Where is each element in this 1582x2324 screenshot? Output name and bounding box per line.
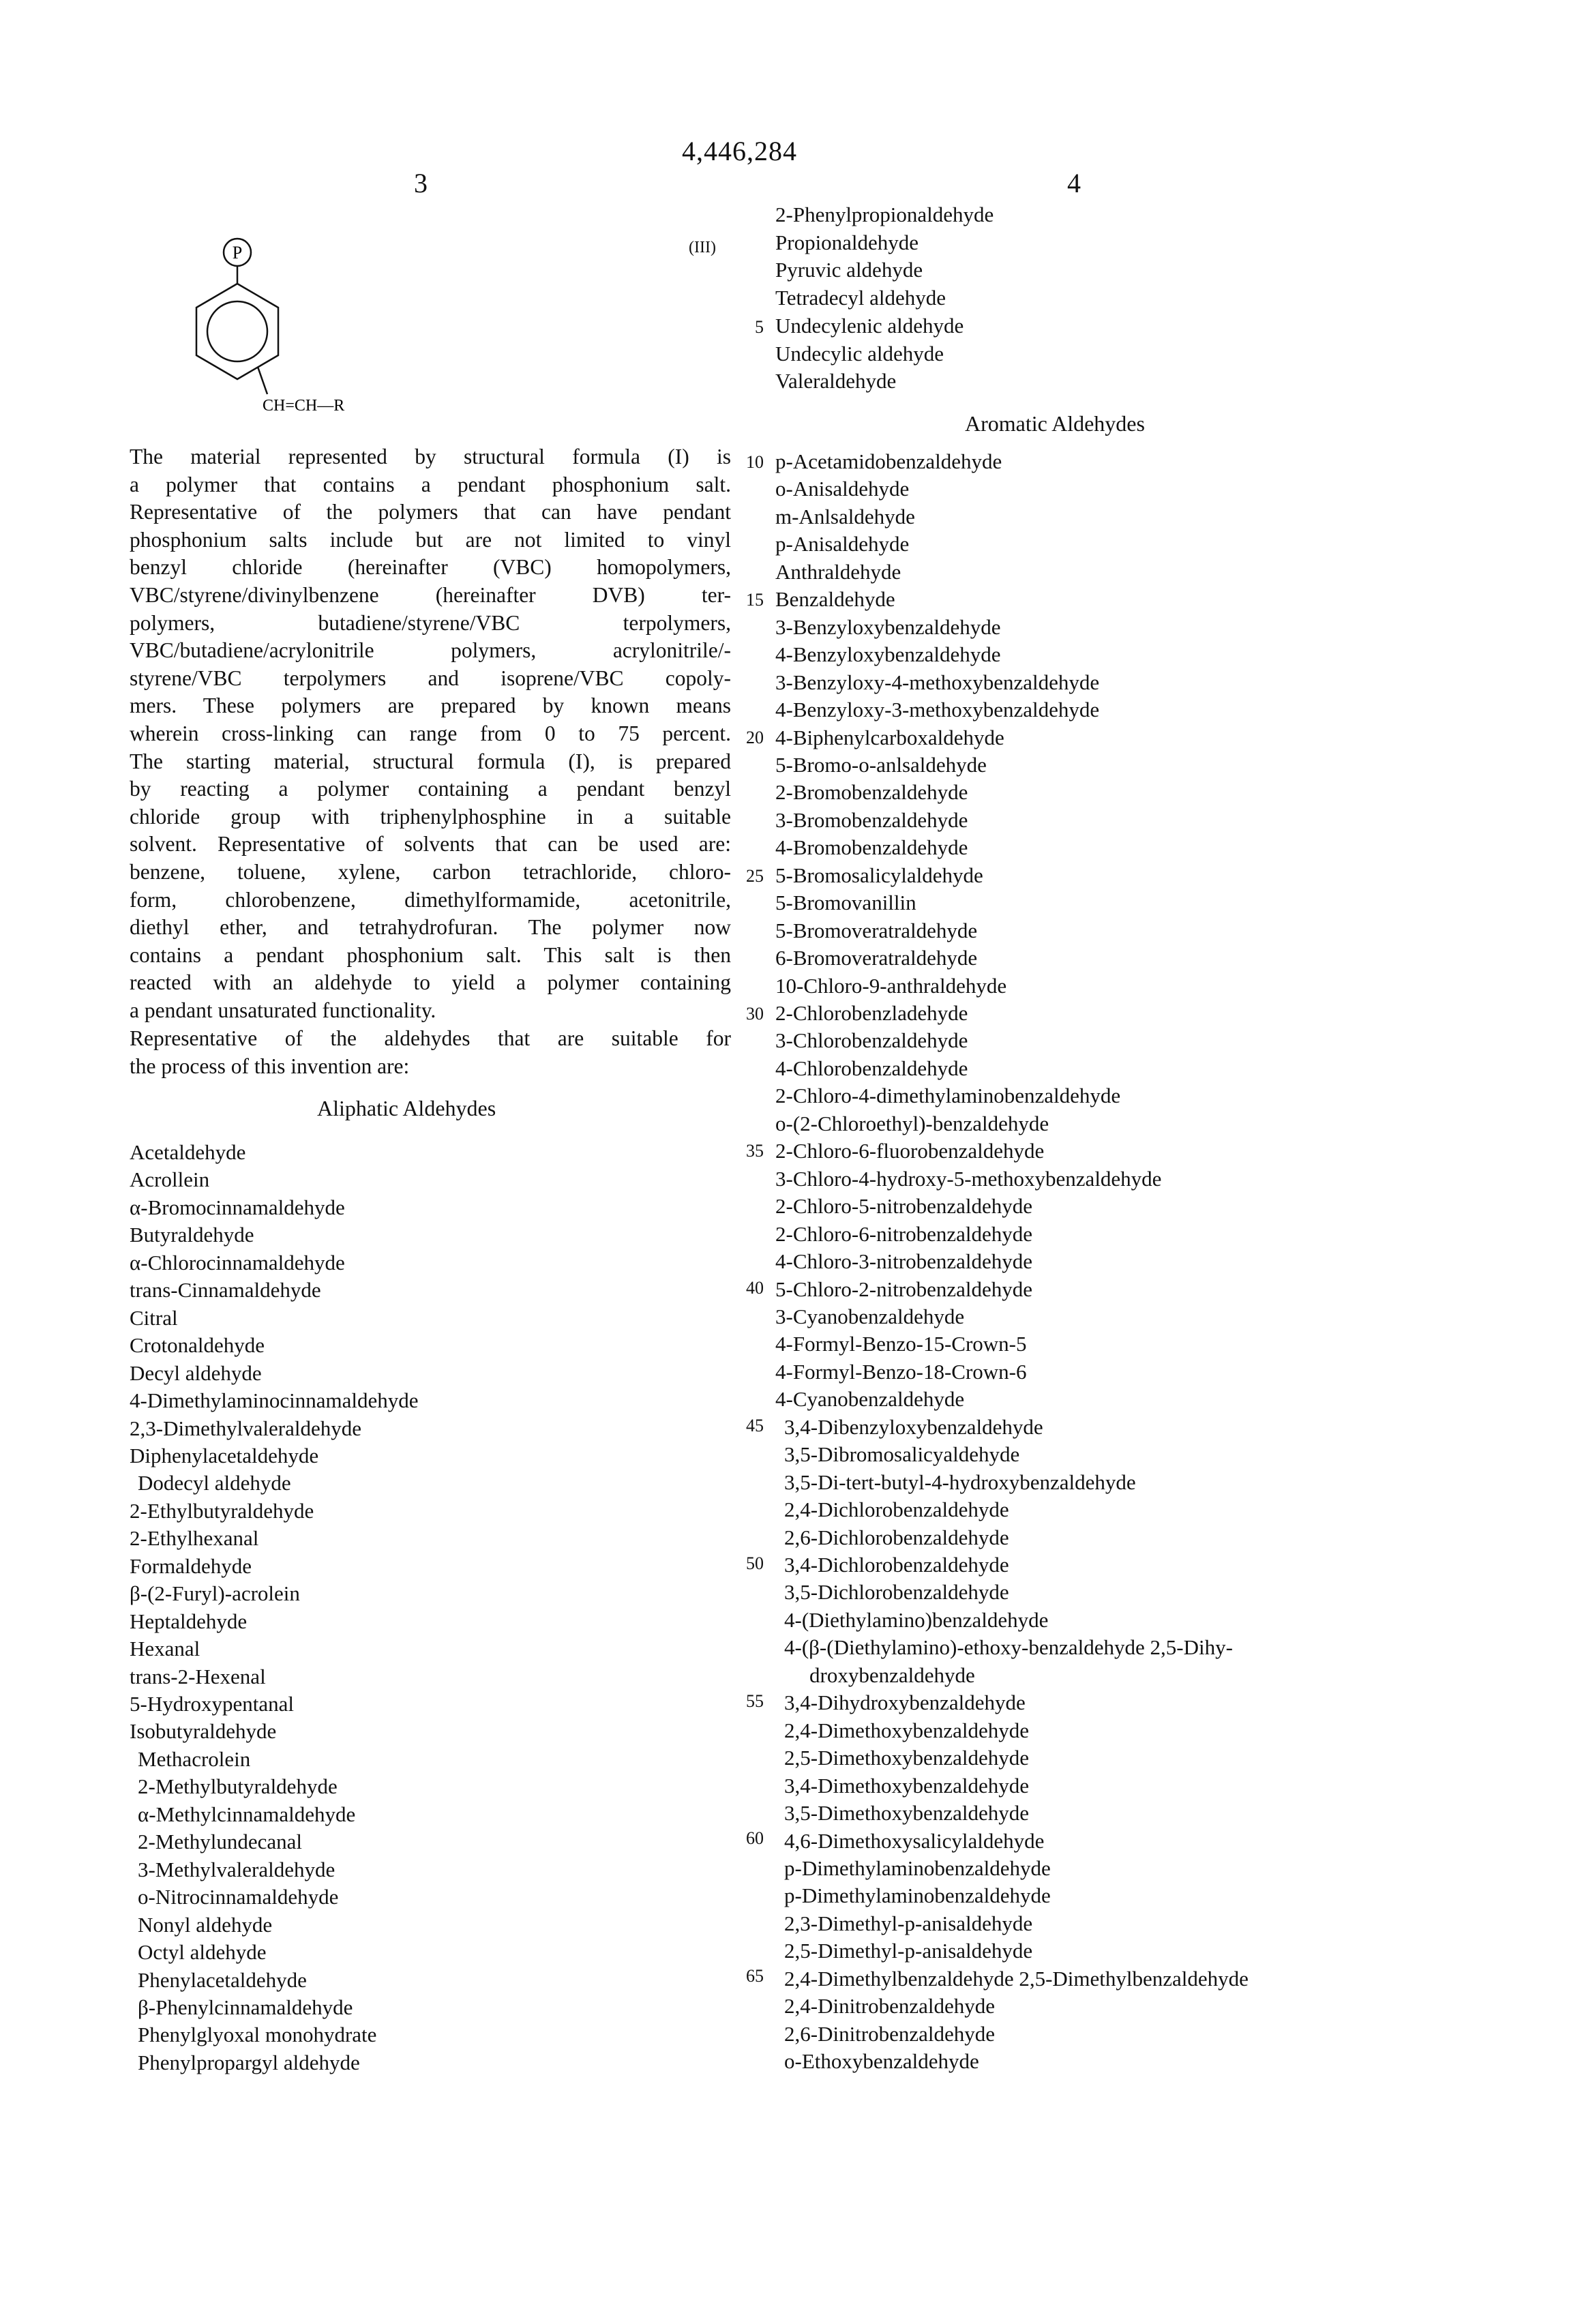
list-item: 2-Chloro-6-fluorobenzaldehyde	[775, 1137, 1044, 1165]
line-number-marker: 65	[723, 1966, 764, 1986]
paragraph-line: contains a pendant phosphonium salt. This salt is then	[130, 942, 731, 970]
list-item: α-Methylcinnamaldehyde	[138, 1801, 355, 1828]
line-number-marker: 60	[723, 1828, 764, 1849]
line-number-marker: 15	[723, 590, 764, 610]
list-item: 2,4-Dimethoxybenzaldehyde	[784, 1717, 1029, 1744]
paragraph-line: diethyl ether, and tetrahydrofuran. The polymer now	[130, 914, 731, 942]
list-item: 3,5-Dimethoxybenzaldehyde	[784, 1800, 1029, 1827]
list-item: o-Nitrocinnamaldehyde	[138, 1883, 338, 1911]
list-item: o-(2-Chloroethyl)-benzaldehyde	[775, 1110, 1049, 1137]
list-item: 2,3-Dimethylvaleraldehyde	[130, 1415, 361, 1442]
benzene-ring	[196, 284, 278, 379]
list-item: 3,4-Dibenzyloxybenzaldehyde	[784, 1414, 1043, 1441]
patent-number: 4,446,284	[682, 135, 797, 167]
paragraph-line: Representative of the aldehydes that are suitable for	[130, 1025, 731, 1053]
list-item: Propionaldehyde	[775, 229, 919, 256]
list-item: Dodecyl aldehyde	[138, 1470, 291, 1497]
side-chain-label: CH=CH—R	[263, 397, 344, 415]
list-item: Octyl aldehyde	[138, 1939, 267, 1966]
list-item: 2,4-Dinitrobenzaldehyde	[784, 1993, 995, 2020]
formula-label: (III)	[689, 239, 716, 257]
list-item: 3,5-Di-tert-butyl-4-hydroxybenzaldehyde	[784, 1469, 1136, 1496]
list-item: Formaldehyde	[130, 1553, 252, 1580]
list-item: m-Anlsaldehyde	[775, 503, 915, 531]
list-item: 2,6-Dichlorobenzaldehyde	[784, 1524, 1009, 1551]
list-item: 2-Ethylhexanal	[130, 1525, 258, 1552]
aromatic-heading: Aromatic Aldehydes	[965, 411, 1145, 436]
list-item: Phenylacetaldehyde	[138, 1967, 307, 1994]
paragraph-line: The starting material, structural formula (I), is prepared	[130, 748, 731, 776]
list-item: p-Dimethylaminobenzaldehyde	[784, 1855, 1051, 1882]
paragraph-line: solvent. Representative of solvents that can be used are:	[130, 831, 731, 859]
list-item: 2,6-Dinitrobenzaldehyde	[784, 2021, 995, 2048]
list-item: 2-Ethylbutyraldehyde	[130, 1498, 314, 1525]
paragraph-line: the process of this invention are:	[130, 1053, 731, 1081]
paragraph-line: form, chlorobenzene, dimethylformamide, acetonitrile,	[130, 887, 731, 914]
list-item: 2-Chloro-5-nitrobenzaldehyde	[775, 1193, 1032, 1220]
paragraph-line: The material represented by structural formula (I) is	[130, 443, 731, 471]
paragraph-line: VBC/styrene/divinylbenzene (hereinafter DVB) ter-	[130, 582, 731, 610]
list-item: 2,3-Dimethyl-p-anisaldehyde	[784, 1910, 1032, 1937]
aliphatic-heading: Aliphatic Aldehydes	[317, 1096, 496, 1121]
list-item: 10-Chloro-9-anthraldehyde	[775, 972, 1006, 1000]
list-item: Methacrolein	[138, 1746, 250, 1773]
list-item: 3-Methylvaleraldehyde	[138, 1856, 335, 1883]
paragraph-line: reacted with an aldehyde to yield a polymer containing	[130, 969, 731, 997]
list-item: 2-Phenylpropionaldehyde	[775, 201, 994, 228]
list-item: 4-Formyl-Benzo-18-Crown-6	[775, 1358, 1027, 1386]
list-item: p-Anisaldehyde	[775, 531, 909, 558]
line-number-marker: 40	[723, 1278, 764, 1298]
list-item: Tetradecyl aldehyde	[775, 284, 946, 312]
line-number-marker: 25	[723, 866, 764, 887]
list-item: p-Acetamidobenzaldehyde	[775, 448, 1002, 475]
list-item: Isobutyraldehyde	[130, 1718, 276, 1745]
list-item: 5-Hydroxypentanal	[130, 1690, 294, 1718]
list-item: 5-Bromosalicylaldehyde	[775, 862, 983, 889]
list-item: trans-2-Hexenal	[130, 1663, 266, 1690]
paragraph-line: a polymer that contains a pendant phosphonium salt.	[130, 471, 731, 499]
list-item: Acrollein	[130, 1166, 209, 1193]
list-item: 6-Bromoveratraldehyde	[775, 944, 977, 972]
list-item: trans-Cinnamaldehyde	[130, 1277, 321, 1304]
list-item: 3-Benzyloxybenzaldehyde	[775, 614, 1001, 641]
list-item: Pyruvic aldehyde	[775, 256, 923, 284]
line-number-marker: 10	[723, 452, 764, 473]
list-item: α-Bromocinnamaldehyde	[130, 1194, 345, 1221]
list-item: Benzaldehyde	[775, 586, 895, 613]
list-item: 3-Chlorobenzaldehyde	[775, 1027, 968, 1054]
list-item: 5-Bromovanillin	[775, 889, 916, 917]
list-item: 4-Benzyloxybenzaldehyde	[775, 641, 1001, 668]
list-item: 2-Chlorobenzladehyde	[775, 1000, 968, 1027]
list-item: Crotonaldehyde	[130, 1332, 265, 1359]
paragraph-line: phosphonium salts include but are not limited to vinyl	[130, 526, 731, 554]
list-item: 4,6-Dimethoxysalicylaldehyde	[784, 1828, 1044, 1855]
list-item: Decyl aldehyde	[130, 1360, 262, 1387]
aromatic-circle	[207, 301, 267, 361]
list-item: o-Ethoxybenzaldehyde	[784, 2048, 979, 2075]
list-item: β-Phenylcinnamaldehyde	[138, 1994, 353, 2021]
list-item: 4-(β-(Diethylamino)-ethoxy-benzaldehyde 2,5-Dihy-	[784, 1634, 1233, 1661]
list-item: 4-Formyl-Benzo-15-Crown-5	[775, 1330, 1027, 1358]
paragraph-line: polymers, butadiene/styrene/VBC terpolymers,	[130, 610, 731, 638]
line-number-marker: 50	[723, 1553, 764, 1574]
list-item: droxybenzaldehyde	[809, 1662, 975, 1689]
list-item: 3-Cyanobenzaldehyde	[775, 1303, 964, 1330]
list-item: α-Chlorocinnamaldehyde	[130, 1249, 345, 1277]
list-item: 5-Bromo-o-anlsaldehyde	[775, 751, 987, 779]
list-item: 4-Chloro-3-nitrobenzaldehyde	[775, 1248, 1032, 1275]
list-item: Phenylglyoxal monohydrate	[138, 2021, 376, 2049]
list-item: 3,5-Dichlorobenzaldehyde	[784, 1579, 1009, 1606]
paragraph-aldehydes-intro	[130, 1025, 731, 1080]
list-item: Diphenylacetaldehyde	[130, 1442, 318, 1470]
line-number-marker: 30	[723, 1004, 764, 1024]
list-item: 3,4-Dimethoxybenzaldehyde	[784, 1772, 1029, 1800]
paragraph-line: benzyl chloride (hereinafter (VBC) homopolymers,	[130, 554, 731, 582]
paragraph-line: chloride group with triphenylphosphine in a suitable	[130, 803, 731, 831]
list-item: 5-Chloro-2-nitrobenzaldehyde	[775, 1276, 1032, 1303]
list-item: 4-Bromobenzaldehyde	[775, 834, 968, 861]
paragraph-line: styrene/VBC terpolymers and isoprene/VBC copoly-	[130, 665, 731, 693]
list-item: 2-Chloro-4-dimethylaminobenzaldehyde	[775, 1082, 1120, 1109]
list-item: 2-Methylundecanal	[138, 1828, 302, 1856]
list-item: 2-Chloro-6-nitrobenzaldehyde	[775, 1221, 1032, 1248]
list-item: 4-Cyanobenzaldehyde	[775, 1386, 964, 1413]
paragraph-polymer-description	[130, 443, 731, 1024]
list-item: 2,5-Dimethoxybenzaldehyde	[784, 1744, 1029, 1772]
list-item: o-Anisaldehyde	[775, 475, 909, 503]
line-number-marker: 55	[723, 1691, 764, 1712]
left-column-number: 3	[414, 167, 428, 199]
list-item: 4-(Diethylamino)benzaldehyde	[784, 1607, 1048, 1634]
list-item: Valeraldehyde	[775, 368, 896, 395]
list-item: Phenylpropargyl aldehyde	[138, 2049, 360, 2076]
phosphonium-label: P	[233, 243, 242, 263]
paragraph-line: benzene, toluene, xylene, carbon tetrachloride, chloro-	[130, 859, 731, 887]
list-item: Acetaldehyde	[130, 1139, 245, 1166]
structural-formula	[150, 232, 436, 436]
paragraph-line: a pendant unsaturated functionality.	[130, 997, 731, 1025]
list-item: Butyraldehyde	[130, 1221, 254, 1249]
list-item: 2-Bromobenzaldehyde	[775, 779, 968, 806]
list-item: 3-Benzyloxy-4-methoxybenzaldehyde	[775, 669, 1099, 696]
list-item: 3-Chloro-4-hydroxy-5-methoxybenzaldehyde	[775, 1165, 1161, 1193]
paragraph-line: mers. These polymers are prepared by known means	[130, 692, 731, 720]
list-item: 4-Benzyloxy-3-methoxybenzaldehyde	[775, 696, 1099, 724]
paragraph-line: wherein cross-linking can range from 0 to 75 percent.	[130, 720, 731, 748]
list-item: 3,5-Dibromosalicyaldehyde	[784, 1441, 1019, 1468]
line-number-marker: 35	[723, 1141, 764, 1161]
list-item: 2-Methylbutyraldehyde	[138, 1773, 338, 1800]
list-item: Undecylic aldehyde	[775, 340, 944, 368]
list-item: Hexanal	[130, 1635, 200, 1663]
list-item: Nonyl aldehyde	[138, 1911, 272, 1939]
list-item: 4-Biphenylcarboxaldehyde	[775, 724, 1004, 751]
list-item: 2,5-Dimethyl-p-anisaldehyde	[784, 1937, 1032, 1965]
line-number-marker: 45	[723, 1416, 764, 1436]
list-item: Anthraldehyde	[775, 558, 901, 586]
list-item: p-Dimethylaminobenzaldehyde	[784, 1882, 1051, 1909]
list-item: Heptaldehyde	[130, 1608, 247, 1635]
line-number-marker: 5	[723, 317, 764, 338]
list-item: 2,4-Dimethylbenzaldehyde 2,5-Dimethylbenzaldehyde	[784, 1965, 1249, 1993]
right-column-number: 4	[1067, 167, 1081, 199]
paragraph-line: by reacting a polymer containing a pendant benzyl	[130, 775, 731, 803]
list-item: 3-Bromobenzaldehyde	[775, 807, 968, 834]
paragraph-line: VBC/butadiene/acrylonitrile polymers, acrylonitrile/-	[130, 637, 731, 665]
list-item: Citral	[130, 1305, 178, 1332]
paragraph-line: Representative of the polymers that can have pendant	[130, 498, 731, 526]
list-item: 3,4-Dichlorobenzaldehyde	[784, 1551, 1009, 1579]
list-item: 4-Chlorobenzaldehyde	[775, 1055, 968, 1082]
list-item: β-(2-Furyl)-acrolein	[130, 1580, 300, 1607]
list-item: 3,4-Dihydroxybenzaldehyde	[784, 1689, 1026, 1716]
list-item: 2,4-Dichlorobenzaldehyde	[784, 1496, 1009, 1523]
line-number-marker: 20	[723, 728, 764, 748]
list-item: Undecylenic aldehyde	[775, 312, 964, 340]
list-item: 5-Bromoveratraldehyde	[775, 917, 977, 944]
list-item: 4-Dimethylaminocinnamaldehyde	[130, 1387, 419, 1414]
